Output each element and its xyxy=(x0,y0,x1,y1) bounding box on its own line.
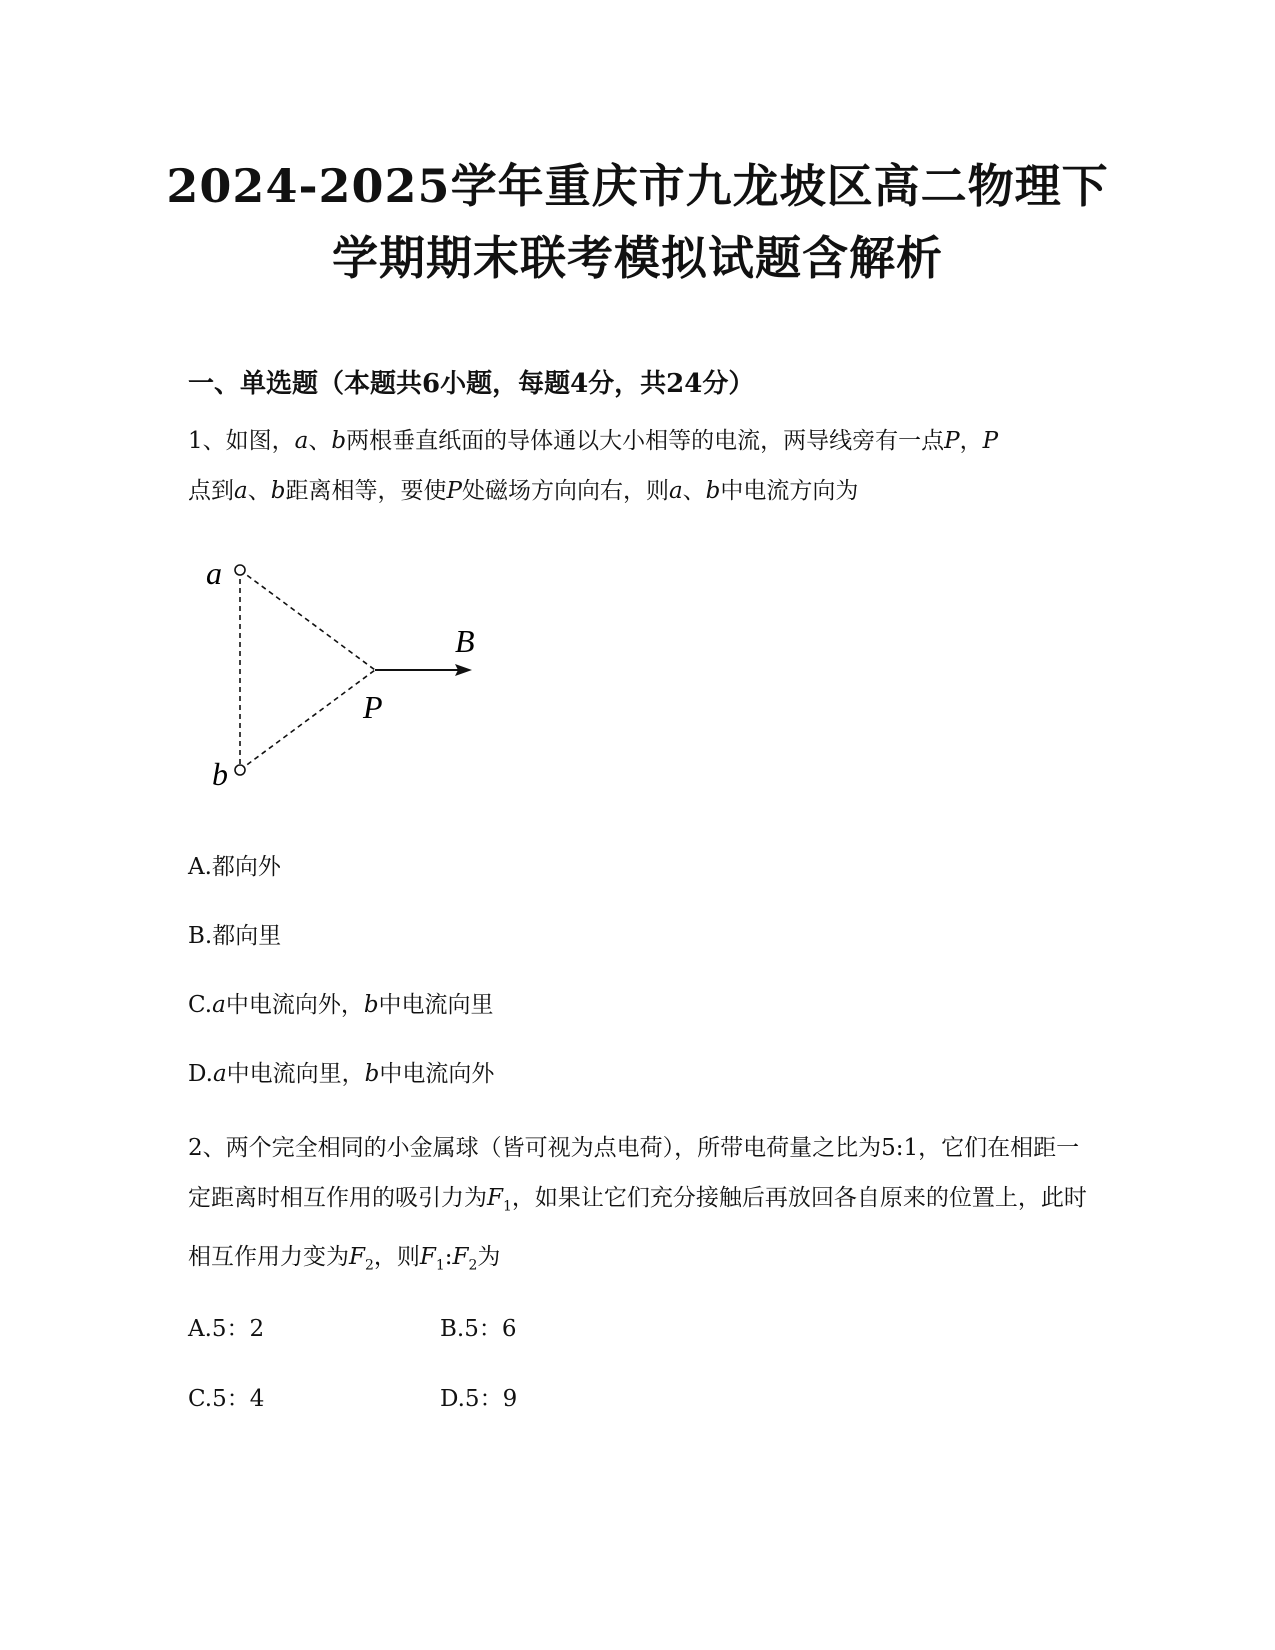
question-2-text: 2、两个完全相同的小金属球（皆可视为点电荷），所带电荷量之比为5:1，它们在相距一定距离时相互作用的吸引力为$F_1$，如果让它们充分接触后再放回各自原来的位置上，此时相互作用力变为$F_2$，则$F_1:F_2$为 xyxy=(188,1135,1087,1274)
label-a: a xyxy=(206,555,222,591)
q1-option-a: A.都向外 xyxy=(188,854,281,880)
wire-a-marker xyxy=(235,565,245,575)
document-title-line-1: 2024-2025学年重庆市九龙坡区高二物理下 xyxy=(166,159,1109,213)
label-B: B xyxy=(455,623,475,659)
q2-option-c: C.5：4 xyxy=(188,1386,265,1412)
label-P: P xyxy=(363,689,383,725)
dashed-line-bP xyxy=(240,670,375,770)
document-title-line-2: 学期期末联考模拟试题含解析 xyxy=(332,231,943,285)
q2-option-b: B.5：6 xyxy=(440,1316,517,1342)
q1-option-d: D.a中电流向里，b中电流向外 xyxy=(188,1061,495,1087)
question-1-text: 1、如图，a、b两根垂直纸面的导体通以大小相等的电流，两导线旁有一点P，P 点到a、b距离相等，要使P处磁场方向向右，则a、b中电流方向为 xyxy=(188,428,999,504)
q1-option-c: C.a中电流向外，b中电流向里 xyxy=(188,992,494,1018)
q2-option-d: D.5：9 xyxy=(440,1386,518,1412)
section-heading: 一、单选题（本题共6小题，每题4分，共24分） xyxy=(188,369,755,399)
dashed-line-aP xyxy=(240,570,375,670)
wire-b-marker xyxy=(235,765,245,775)
question-1-figure xyxy=(200,540,520,790)
label-b: b xyxy=(212,756,228,790)
q2-option-a: A.5：2 xyxy=(188,1316,265,1342)
q1-option-b: B.都向里 xyxy=(188,923,282,949)
